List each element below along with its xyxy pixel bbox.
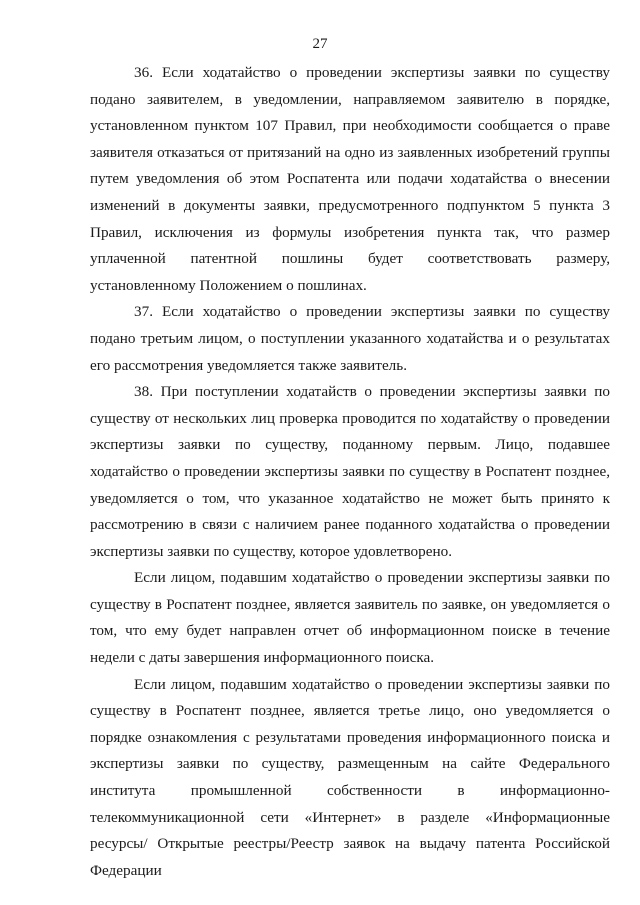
paragraph-38-applicant-case: Если лицом, подавшим ходатайство о проведении экспертизы заявки по существу в Роспатент позднее, является заявитель по заявке, он уведомляется о том, что ему будет направлен отчет об информационном поиске в течение недели с даты завершения информационного поиска. [90, 569, 610, 667]
paragraph-37: 37. Если ходатайство о проведении экспертизы заявки по существу подано третьим лицом, о поступлении указанного ходатайства и о результатах его рассмотрения уведомляется также заявитель. [90, 303, 610, 374]
document-body [90, 60, 610, 884]
page-number: 27 [312, 36, 328, 52]
paragraph-36: 36. Если ходатайство о проведении экспертизы заявки по существу подано заявителем, в уведомлении, направляемом заявителю в порядке, установленном пунктом 107 Правил, при необходимости сообщается о праве заявителя отказаться от притязаний на одно из заявленных изобретений группы путем уведомления об этом Роспатента или подачи ходатайства о внесении изменений в документы заявки, предусмотренного подпунктом 5 пункта 3 Правил, исключения из формулы изобретения пункта так, что размер уплаченной патентной пошлины будет соответствовать размеру, установленному Положением о пошлинах. [90, 64, 610, 294]
paragraph-38: 38. При поступлении ходатайств о проведении экспертизы заявки по существу от нескольких лиц проверка проводится по ходатайству о проведении экспертизы заявки по существу, поданному первым. Лицо, подавшее ходатайство о проведении экспертизы заявки по существу в Роспатент позднее, уведомляется о том, что указанное ходатайство не может быть принято к рассмотрению в связи с наличием ранее поданного ходатайства о проведении экспертизы заявки по существу, которое удовлетворено. [90, 383, 610, 560]
paragraph-38-third-party-case: Если лицом, подавшим ходатайство о проведении экспертизы заявки по существу в Роспатент позднее, является третье лицо, оно уведомляется о порядке ознакомления с результатами проведения информационного поиска и экспертизы заявки по существу, размещенным на сайте Федерального института промышленной собственности в информационно-телекоммуникационной сети «Интернет» в разделе «Информационные ресурсы/ Открытые реестры/Реестр заявок на выдачу патента Российской Федерации [90, 675, 610, 879]
